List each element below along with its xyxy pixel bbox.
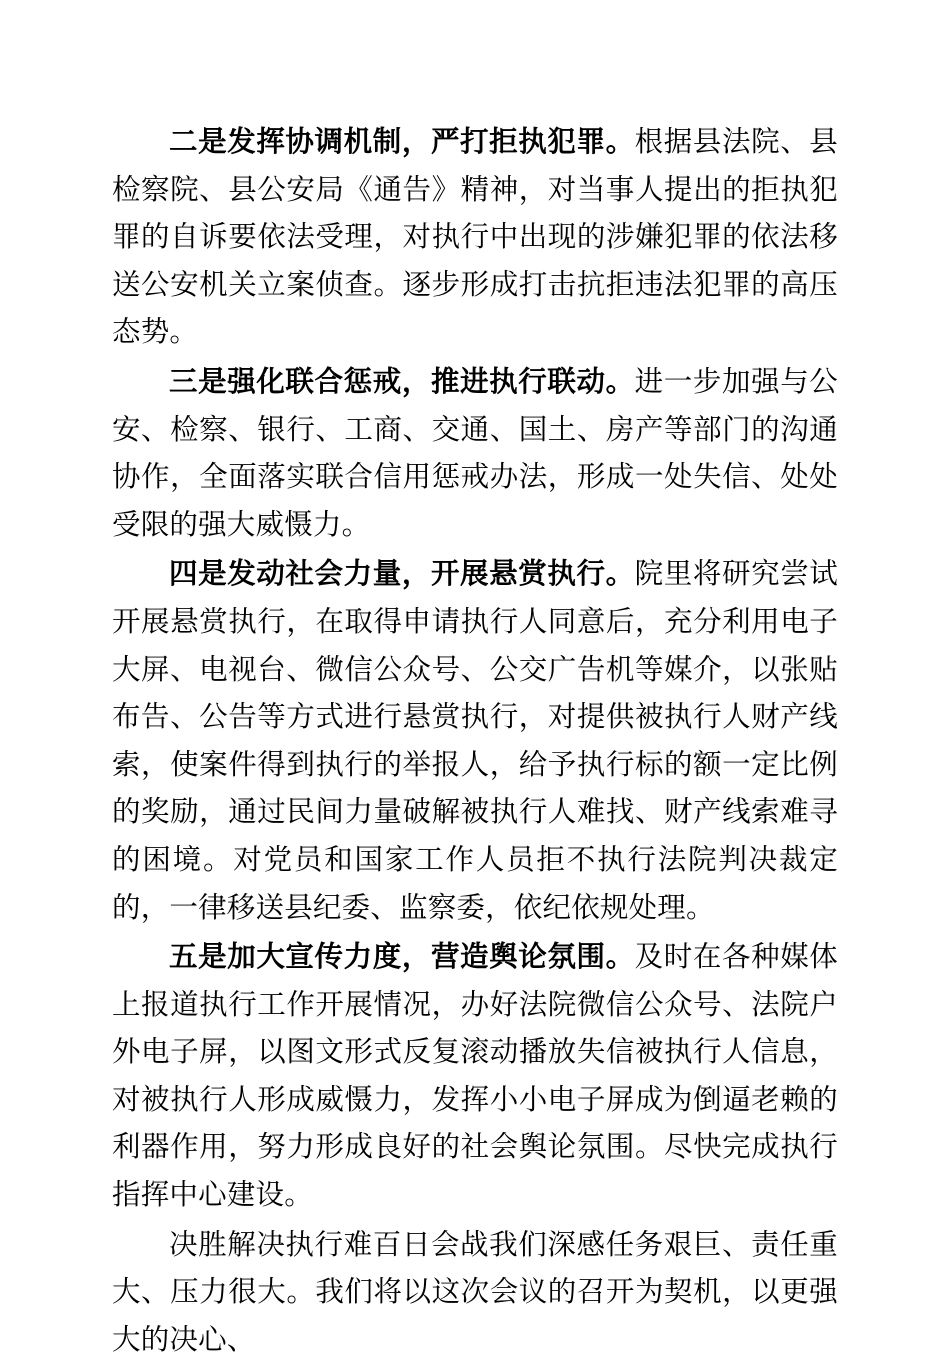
paragraph-text: 院里将研究尝试开展悬赏执行，在取得申请执行人同意后，充分利用电子大屏、电视台、微信公众号、公交广告机等媒介，以张贴布告、公告等方式进行悬赏执行，对提供被执行人财产线索，使案件得到执行的举报人，给予执行标的额一定比例的奖励，通过民间力量破解被执行人难找、财产线索难寻的困境。对党员和国家工作人员拒不执行法院判决裁定的，一律移送县纪委、监察委，依纪依规处理。 — [112, 557, 838, 924]
paragraph — [112, 550, 838, 931]
paragraph-lead: 二是发挥协调机制，严打拒执犯罪。 — [169, 124, 635, 158]
paragraph-text: 根据县法院、县检察院、县公安局《通告》精神，对当事人提出的拒执犯罪的自诉要依法受理，对执行中出现的涉嫌犯罪的依法移送公安机关立案侦查。逐步形成打击抗拒违法犯罪的高压态势。 — [112, 125, 838, 349]
paragraph-lead: 三是强化联合惩戒，推进执行联动。 — [169, 363, 635, 398]
paragraph-text: 进一步加强与公安、检察、银行、工商、交通、国土、房产等部门的沟通协作，全面落实联合信用惩戒办法，形成一处失信、处处受限的强大威慑力。 — [112, 364, 838, 541]
paragraph — [112, 358, 838, 548]
paragraph — [112, 1221, 838, 1363]
paragraph-text: 决胜解决执行难百日会战我们深感任务艰巨、责任重大、压力很大。我们将以这次会议的召开为契机，以更强大的决心、 — [112, 1227, 838, 1356]
paragraph-text: 及时在各种媒体上报道执行工作开展情况，办好法院微信公众号、法院户外电子屏，以图文形式反复滚动播放失信被执行人信息，对被执行人形成威慑力，发挥小小电子屏成为倒逼老赖的利器作用，努力形成良好的社会舆论氛围。尽快完成执行指挥中心建设。 — [112, 940, 838, 1212]
paragraph — [112, 118, 838, 356]
document-body — [112, 118, 838, 1363]
paragraph-lead: 五是加大宣传力度，营造舆论氛围。 — [169, 939, 635, 974]
paragraph-lead: 四是发动社会力量，开展悬赏执行。 — [169, 556, 635, 591]
paragraph — [112, 933, 838, 1219]
